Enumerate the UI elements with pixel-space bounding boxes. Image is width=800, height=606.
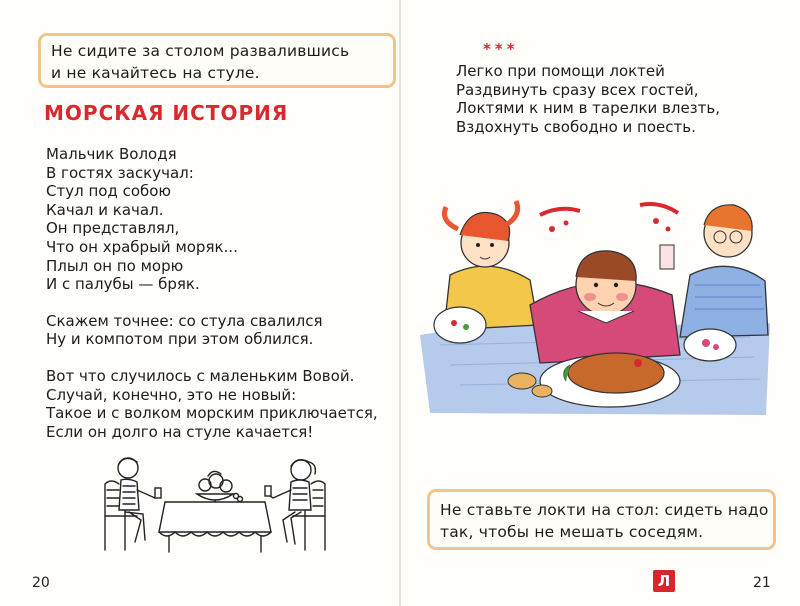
poem-title: МОРСКАЯ ИСТОРИЯ	[44, 101, 289, 125]
page-number-right: 21	[753, 575, 771, 591]
poem-left	[46, 145, 378, 441]
poem-line: Мальчик Володя	[46, 145, 177, 163]
elbows-on-table-illustration	[410, 185, 780, 425]
publisher-logo-icon: Л	[653, 570, 675, 592]
poem-line: Что он храбрый моряк...	[46, 237, 238, 256]
poem-line: Качал и качал.	[46, 200, 164, 219]
rule-line: так, чтобы не мешать соседям.	[440, 523, 704, 541]
poem-line: Раздвинуть сразу всех гостей,	[456, 80, 699, 99]
poem-right	[456, 62, 720, 136]
etiquette-rule-box-left	[38, 33, 396, 88]
page-number-left: 20	[32, 575, 50, 591]
poem-line: В гостях заскучал:	[46, 163, 194, 182]
poem-line: Вздохнуть свободно и поесть.	[456, 117, 696, 136]
rule-line: и не качайтесь на стуле.	[51, 64, 260, 82]
poem-line: Случай, конечно, это не новый:	[46, 385, 297, 404]
poem-line: Он представлял,	[46, 219, 180, 238]
poem-line: Такое и с волком морским приключается,	[46, 404, 378, 423]
poem-line: Легко при помощи локтей	[456, 62, 665, 80]
rule-line: Не ставьте локти на стол: сидеть надо	[440, 501, 769, 519]
etiquette-rule-box-right	[427, 489, 776, 550]
poem-line: Локтями к ним в тарелки влезть,	[456, 99, 721, 118]
poem-line: Плыл он по морю	[46, 256, 184, 275]
poem-line: Если он долго на стуле качается!	[46, 422, 314, 441]
poem-line: Ну и компотом при этом облился.	[46, 330, 314, 349]
rule-line: Не сидите за столом развалившись	[51, 42, 350, 60]
poem-line: Скажем точнее: со стула свалился	[46, 311, 323, 330]
stars-divider: ***	[483, 40, 519, 58]
poem-line: Вот что случилось с маленьким Вовой.	[46, 366, 355, 385]
poem-line: Стул под собою	[46, 182, 172, 201]
table-scene-illustration	[95, 450, 335, 555]
poem-line: И с палубы — бряк.	[46, 275, 200, 294]
